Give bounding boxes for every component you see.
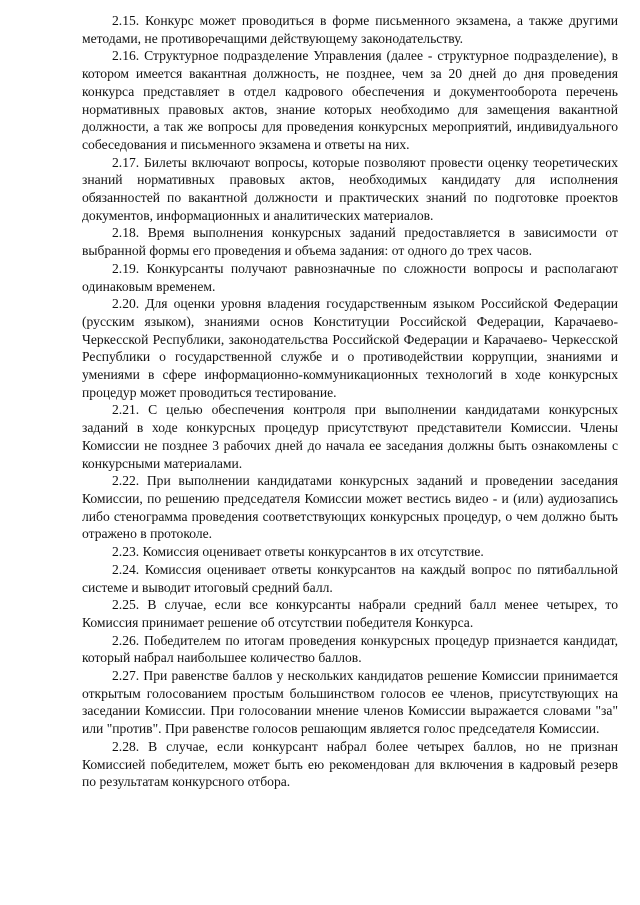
paragraph-2-19: 2.19. Конкурсанты получают равнозначные по сложности вопросы и располагают одинаковым временем. <box>82 260 618 294</box>
paragraph-2-28: 2.28. В случае, если конкурсант набрал более четырех баллов, но не признан Комиссией победителем, может быть ею рекомендован для включения в кадровый резерв по результатам конкурсного отбора. <box>82 738 618 790</box>
paragraph-2-20: 2.20. Для оценки уровня владения государственным языком Российской Федерации (русским языком), знаниями основ Конституции Российской Федерации, Карачаево-Черкесской Республики, законодательства Российской Федерации и Карачаево- Черкесской Республики о государственной службе и о противодействии коррупции, знаниями и умениями в сфере информационно-коммуникационных технологий в ходе конкурсных процедур может проводиться тестирование. <box>82 296 618 400</box>
paragraph-2-21: 2.21. С целью обеспечения контроля при выполнении кандидатами конкурсных заданий в ходе конкурсных процедур присутствуют представители Комиссии. Члены Комиссии не позднее 3 рабочих дней до начала ее заседания должны быть ознакомлены с конкурсными материалами. <box>82 402 618 471</box>
paragraph-2-18: 2.18. Время выполнения конкурсных заданий предоставляется в зависимости от выбранной формы его проведения и объема задания: от одного до трех часов. <box>82 225 618 259</box>
paragraph-2-17: 2.17. Билеты включают вопросы, которые позволяют провести оценку теоретических знаний нормативных правовых актов, необходимых кандидату для исполнения обязанностей по вакантной должности и практических знаний по подготовке проектов документов, информационных и аналитических материалов. <box>82 154 618 223</box>
paragraph-2-25: 2.25. В случае, если все конкурсанты набрали средний балл менее четырех, то Комиссия принимает решение об отсутствии победителя Конкурса. <box>82 597 618 630</box>
document-page <box>82 12 618 791</box>
paragraph-2-16: 2.16. Структурное подразделение Управления (далее - структурное подразделение), в котором имеется вакантная должность, не позднее, чем за 20 дней до дня проведения конкурса представляет в отдел кадрового обеспечения и документооборота перечень нормативных правовых актов, знание которых необходимо для замещения вакантной должности, а так же вопросы для проведения конкурсных мероприятий, индивидуального собеседования и письменного экзамена и ответы на них. <box>82 48 618 152</box>
paragraph-2-15: 2.15. Конкурс может проводиться в форме письменного экзамена, а также другими методами, не противоречащими действующему законодательству. <box>82 13 618 46</box>
paragraph-2-24: 2.24. Комиссия оценивает ответы конкурсантов на каждый вопрос по пятибалльной системе и выводит итоговый средний балл. <box>82 561 618 595</box>
paragraph-2-26: 2.26. Победителем по итогам проведения конкурсных процедур признается кандидат, который набрал наибольшее количество баллов. <box>82 632 618 666</box>
paragraph-2-22: 2.22. При выполнении кандидатами конкурсных заданий и проведении заседания Комиссии, по решению председателя Комиссии может вестись видео - и (или) аудиозапись либо стенограмма проведения соответствующих конкурсных процедур, о чем должно быть отражено в протоколе. <box>82 473 618 542</box>
paragraph-2-27: 2.27. При равенстве баллов у нескольких кандидатов решение Комиссии принимается открытым голосованием простым большинством голосов ее членов, присутствующих на заседании Комиссии. При голосовании мнение членов Комиссии выражается словами "за" или "против". При равенстве голосов решающим является голос председателя Комиссии. <box>82 668 618 737</box>
paragraph-2-23: 2.23. Комиссия оценивает ответы конкурсантов в их отсутствие. <box>112 544 484 560</box>
